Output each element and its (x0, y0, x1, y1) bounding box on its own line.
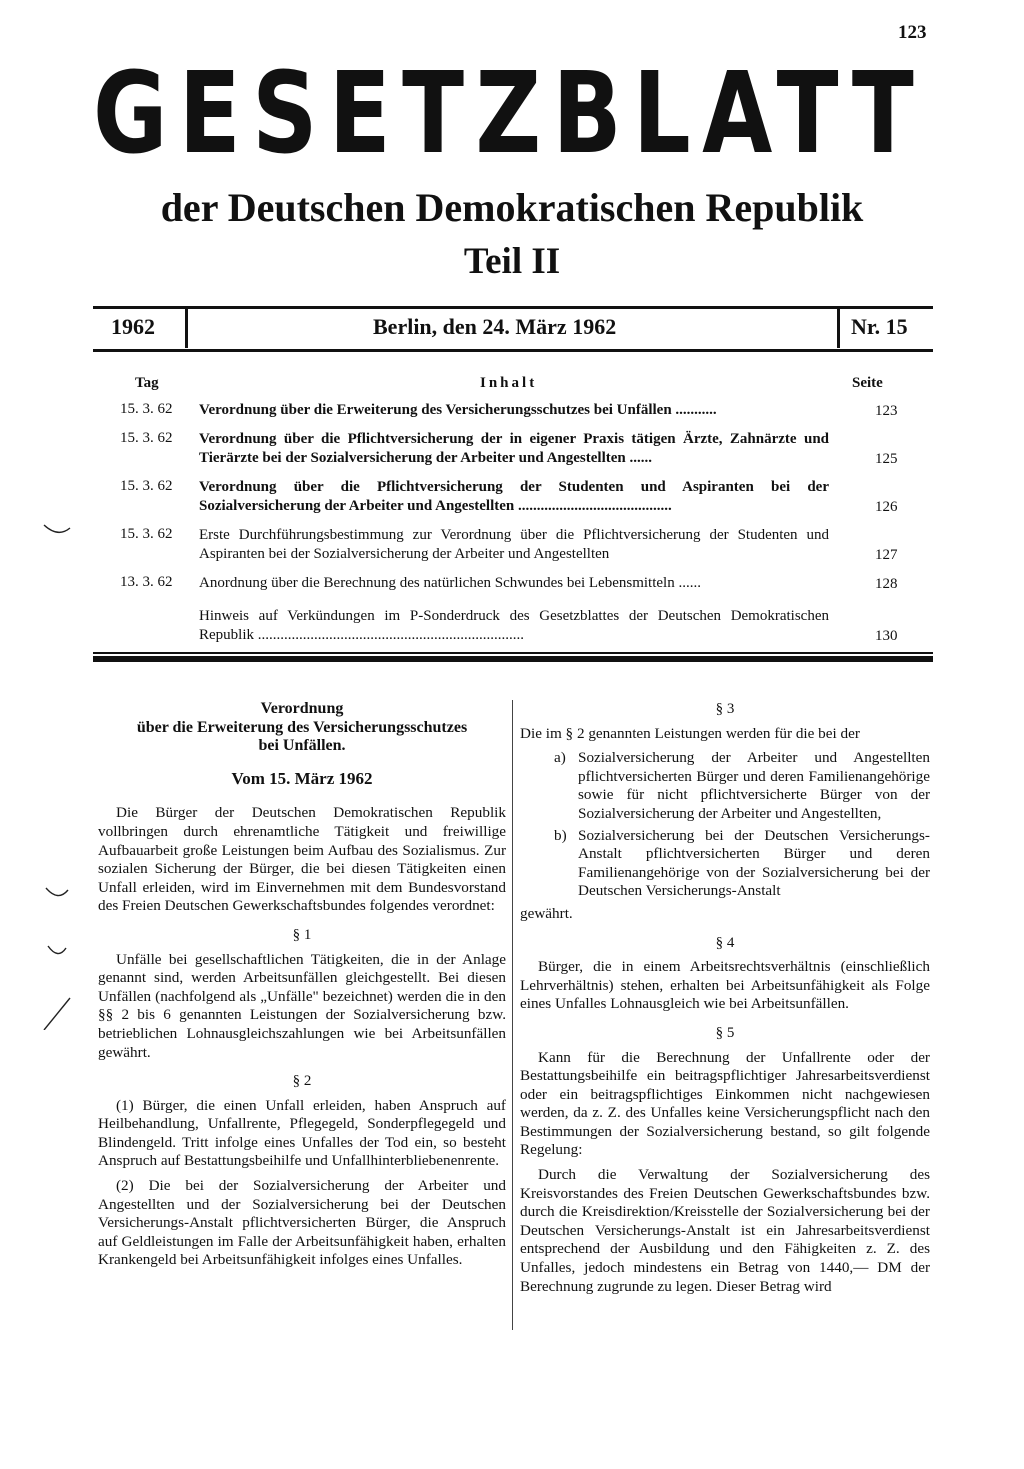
list-item (520, 827, 930, 901)
toc-date: 15. 3. 62 (120, 526, 173, 542)
margin-annotations (40, 510, 80, 1030)
toc-header (95, 375, 915, 401)
toc-title: Anordnung über die Berechnung des natürlichen Schwundes bei Lebensmitteln ...... (199, 575, 701, 591)
list-item-label: a) (554, 749, 566, 767)
toc-page: 123 (875, 403, 898, 419)
issue-number: Nr. 15 (851, 314, 908, 339)
section-heading: § 5 (715, 1024, 735, 1041)
issue-place-date: Berlin, den 24. März 1962 (373, 314, 617, 339)
section-heading: § 4 (715, 934, 735, 951)
toc-entry (95, 478, 915, 516)
issue-year: 1962 (111, 314, 155, 339)
left-column (98, 700, 506, 1276)
masthead-title: GESETZBLATT (93, 49, 926, 179)
list-item-text: Sozialversicherung der Arbeiter und Angestellten pflichtversicherten Bürger und deren Familienangehörige sowie für nicht pflichtversicherte Bürger von der Sozialversicherung der Arbeiter und Angestellten, (578, 749, 930, 822)
section-heading: § 3 (715, 701, 735, 717)
section-2-paragraph-1: (1) Bürger, die einen Unfall erleiden, haben Anspruch auf Heilbehandlung, Unfallrente, Pflegegeld, Sonderpflegegeld und Blindengeld. Tritt infolge eines Unfalles der Tod ein, so besteht Anspruch auf Bestattungsbeihilfe und Unfallhinterbliebenenrente. (98, 1096, 506, 1170)
publication-part: Teil II (463, 241, 561, 282)
toc-date: 15. 3. 62 (120, 401, 173, 417)
toc-entry (95, 574, 915, 593)
decree-title-line: über die Erweiterung des Versicherungsschutzes (136, 718, 468, 736)
margin-tick-mark (48, 946, 66, 954)
section-heading: § 1 (292, 926, 312, 943)
toc-entry (95, 430, 915, 468)
list-item-text: Sozialversicherung bei der Deutschen Versicherungs-Anstalt pflichtversicherten Bürger und deren Familienangehörige von der Sozialversicherung bei der Deutschen Versicherungs-Anstalt (578, 826, 930, 900)
header-separator (185, 308, 188, 348)
header-bottom-rule (93, 349, 933, 352)
toc-note-page: 130 (875, 628, 898, 644)
page-number: 123 (898, 22, 927, 43)
toc-title: Verordnung über die Erweiterung des Versicherungsschutzes bei Unfällen ........... (199, 402, 717, 418)
toc-title: Verordnung über die Pflichtversicherung der Studenten und Aspiranten bei der Sozialversicherung der Arbeiter und Angestellten ......................................... (199, 479, 829, 514)
toc-title: Verordnung über die Pflichtversicherung der in eigener Praxis tätigen Ärzte, Zahnärzte und Tierärzte bei der Sozialversicherung der Arbeiter und Angestellten ...... (199, 431, 829, 466)
decree-date: Vom 15. März 1962 (231, 768, 373, 788)
section-3-list (520, 749, 930, 901)
toc-head-page: Seite (852, 375, 883, 391)
preamble: Die Bürger der Deutschen Demokratischen Republik vollbringen durch ehrenamtliche Tätigkeit und freiwillige Aufbauarbeit große Leistungen beim Aufbau des Sozialismus. Zur sozialen Sicherung der Bürger, die bei diesen Tätigkeiten einen Unfall erleiden, wird im Einvernehmen mit dem Bundesvorstand des Freien Deutschen Gewerkschaftsbundes folgendes verordnet: (98, 804, 506, 915)
toc-bottom-rule (93, 652, 933, 654)
toc-entry (95, 401, 915, 420)
margin-tick-mark (44, 525, 70, 532)
toc-page: 125 (875, 451, 898, 467)
column-separator (512, 700, 513, 1330)
toc-page: 127 (875, 547, 898, 563)
decree-title-line: bei Unfällen. (258, 737, 346, 755)
toc-note-text: Hinweis auf Verkündungen im P-Sonderdruck des Gesetzblattes der Deutschen Demokratischen Republik ....................................................................... (199, 608, 829, 643)
toc-title: Erste Durchführungsbestimmung zur Verordnung über die Pflichtversicherung der Studenten und Aspiranten bei der Sozialversicherung der Arbeiter und Angestellten (199, 527, 829, 562)
section-5-paragraph-1: Kann für die Berechnung der Unfallrente oder der Bestattungsbeihilfe ein beitragspflichtiger Jahresarbeitsverdienst oder ein beitragspflichtiges Einkommen nicht nachgewiesen werden, da z. Z. des Unfalles keine Versicherungspflicht nach den Bestimmungen der Sozialversicherung bestand, so gilt folgende Regelung: (520, 1048, 930, 1159)
section-4-text: Bürger, die in einem Arbeitsrechtsverhältnis (einschließlich Lehrverhältnis) stehen, erhalten bei Arbeitsunfähigkeit als Folge eines Unfalles Lohnausgleich wie bei Arbeitsunfällen. (520, 958, 930, 1013)
toc-page: 128 (875, 576, 898, 592)
toc-note (95, 607, 915, 645)
publication-subtitle: der Deutschen Demokratischen Republik (160, 185, 864, 230)
toc-date: 15. 3. 62 (120, 430, 173, 446)
header-top-rule (93, 306, 933, 309)
toc-date: 13. 3. 62 (120, 574, 173, 590)
decree-title-line: Verordnung (260, 700, 344, 717)
toc-entry (95, 526, 915, 564)
list-item-label: b) (554, 826, 567, 844)
toc-date: 15. 3. 62 (120, 478, 173, 494)
header-separator (837, 308, 840, 348)
section-2-paragraph-2: (2) Die bei der Sozialversicherung der Arbeiter und Angestellten und der Sozialversicherung bei der Deutschen Versicherungs-Anstalt pflichtversicherten Bürger, die Anspruch auf Geldleistungen im Falle der Arbeitsunfähigkeit haben, erhalten Krankengeld bei Arbeitsunfähigkeit infolges eines Unfalles. (98, 1177, 506, 1269)
issue-header-bar (93, 314, 933, 348)
margin-slash-mark (44, 998, 70, 1030)
margin-tick-mark (46, 888, 68, 896)
toc-bottom-band (93, 656, 933, 662)
section-1-text: Unfälle bei gesellschaftlichen Tätigkeiten, die in der Anlage genannt sind, werden Arbeitsunfällen gleichgestellt. Bei diesen Unfällen (nachfolgend als „Unfälle" bezeichnet) werden die in den §§ 2 bis 6 genannten Leistungen der Sozialversicherung bzw. betrieblichen Lohnausgleichszahlungen wie bei Arbeitsunfällen gewährt. (98, 950, 506, 1061)
section-3-intro: Die im § 2 genannten Leistungen werden für die bei der (520, 724, 860, 742)
right-column (520, 700, 930, 1302)
list-item (520, 749, 930, 823)
toc-head-content: Inhalt (480, 375, 538, 391)
table-of-contents (95, 375, 915, 655)
section-5-paragraph-2: Durch die Verwaltung der Sozialversicherung des Kreisvorstandes des Freien Deutschen Gewerkschaftsbundes bzw. durch die Kreisdirektion/Kreisstelle der Sozialversicherung bei der Deutschen Versicherungs-Anstalt ist ein Jahresarbeitsverdienst entsprechend der Ausbildung und den Fähigkeiten z. Z. des Unfalles, jedoch mindestens ein Betrag von 1440,— DM der Berechnung zugrunde zu legen. Dieser Betrag wird (520, 1166, 930, 1295)
section-3-end: gewährt. (520, 904, 573, 922)
section-heading: § 2 (292, 1073, 312, 1090)
toc-page: 126 (875, 499, 898, 515)
toc-head-date: Tag (135, 375, 159, 391)
